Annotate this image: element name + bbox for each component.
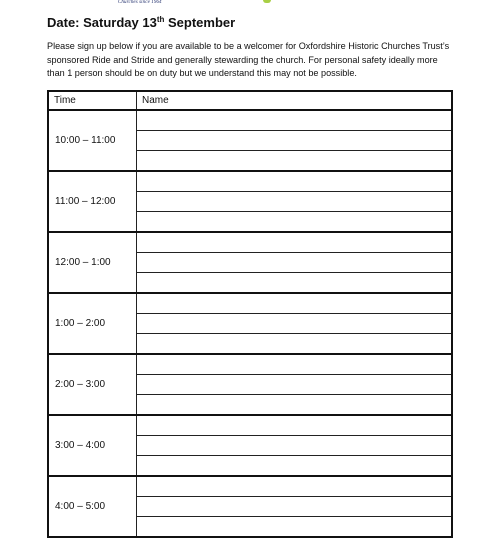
logo-tagline: Churches since 1964 [118,0,162,5]
time-slot-label: 12:00 – 1:00 [48,232,137,293]
title-ordinal-suffix: th [156,15,165,24]
name-entry-cell[interactable] [137,476,453,497]
name-entry-cell[interactable] [137,517,453,538]
page-title [47,15,235,30]
name-entry-cell[interactable] [137,253,453,273]
table-row [48,415,452,436]
name-entry-cell[interactable] [137,192,453,212]
name-entry-cell[interactable] [137,334,453,355]
intro-paragraph [47,40,457,81]
name-entry-cell[interactable] [137,456,453,477]
time-column-header: Time [48,91,137,110]
time-slot-label: 3:00 – 4:00 [48,415,137,476]
table-row [48,293,452,314]
name-entry-cell[interactable] [137,415,453,436]
name-entry-cell[interactable] [137,497,453,517]
name-entry-cell[interactable] [137,212,453,233]
intro-line: Please sign up below if you are available to be a welcomer for Oxfordshire Historic Churches Trust’s [47,41,450,51]
name-entry-cell[interactable] [137,436,453,456]
name-entry-cell[interactable] [137,395,453,416]
name-entry-cell[interactable] [137,293,453,314]
table-body [48,110,452,537]
time-slot-label: 2:00 – 3:00 [48,354,137,415]
intro-line: than 1 person should be on duty but we understand this may not be possible. [47,68,357,78]
name-entry-cell[interactable] [137,375,453,395]
name-entry-cell[interactable] [137,232,453,253]
table-row [48,110,452,131]
time-slot-label: 11:00 – 12:00 [48,171,137,232]
table-row [48,171,452,192]
time-slot-label: 1:00 – 2:00 [48,293,137,354]
time-slot-label: 10:00 – 11:00 [48,110,137,171]
name-entry-cell[interactable] [137,151,453,172]
title-date: Date: Saturday 13 [47,15,157,30]
intro-line: sponsored Ride and Stride and generally stewarding the church. For personal safety ideally more [47,54,438,65]
logo-green-mark [263,0,271,3]
name-entry-cell[interactable] [137,273,453,294]
time-slot-label: 4:00 – 5:00 [48,476,137,537]
name-entry-cell[interactable] [137,171,453,192]
signup-table [47,90,453,538]
name-entry-cell[interactable] [137,354,453,375]
name-entry-cell[interactable] [137,131,453,151]
table-row [48,354,452,375]
name-entry-cell[interactable] [137,314,453,334]
table-header-row [48,91,452,110]
table-row [48,232,452,253]
name-column-header: Name [137,91,453,110]
name-entry-cell[interactable] [137,110,453,131]
title-month: September [164,15,236,30]
table-row [48,476,452,497]
